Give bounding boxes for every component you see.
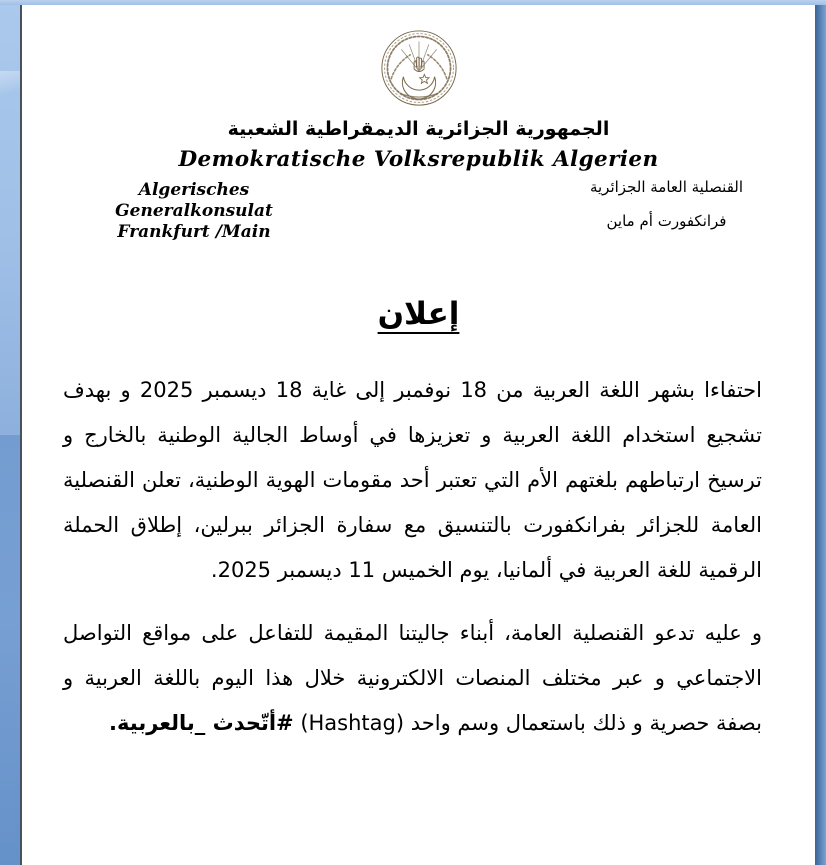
consulate-name-german bbox=[80, 180, 308, 243]
consulate-german-line1: Algerisches Generalkonsulat bbox=[115, 180, 273, 221]
announcement-paragraph-2 bbox=[63, 611, 762, 746]
consulate-name-arabic bbox=[564, 170, 769, 238]
republic-name-german: Demokratische Volksrepublik Algerien bbox=[178, 147, 659, 172]
window-right-background bbox=[815, 5, 826, 865]
consulate-german-line2: Frankfurt /Main bbox=[117, 222, 271, 242]
paragraph-2-text: و عليه تدعو القنصلية العامة، أبناء جاليتنا المقيمة للتفاعل على مواقع التواصل الاجتماعي و عبر مختلف المنصات الالكترونية خلال هذا اليوم باللغة العربية و بصفة حصرية و ذلك باستعمال وسم واحد (Hashtag) bbox=[63, 621, 762, 735]
announcement-paragraph-1: احتفاءا بشهر اللغة العربية من 18 نوفمبر إلى غاية 18 ديسمبر 2025 و بهدف تشجيع استخدام اللغة العربية و تعزيزها في أوساط الجالية الوطنية بالخارج و ترسيخ ارتباطهم بلغتهم الأم التي تعتبر أحد مقومات الهوية الوطنية، تعلن القنصلية العامة للجزائر بفرانكفورت بالتنسيق مع سفارة الجزائر ببرلين، إطلاق الحملة الرقمية للغة العربية في ألمانيا، يوم الخميس 11 ديسمبر 2025. bbox=[63, 378, 762, 582]
hashtag-text: #أتّحدث _بالعربية. bbox=[109, 711, 294, 735]
algeria-emblem-icon bbox=[370, 28, 468, 110]
document-page bbox=[20, 5, 815, 865]
announcement-title: إعلان bbox=[377, 296, 460, 332]
republic-name-arabic: الجمهورية الجزائرية الديمقراطية الشعبية bbox=[227, 118, 610, 140]
consulate-header-row bbox=[22, 174, 815, 242]
window-left-background bbox=[0, 5, 20, 865]
consulate-arabic-line2: فرانكفورت أم ماين bbox=[606, 212, 727, 230]
consulate-arabic-line1: القنصلية العامة الجزائرية bbox=[589, 178, 744, 196]
